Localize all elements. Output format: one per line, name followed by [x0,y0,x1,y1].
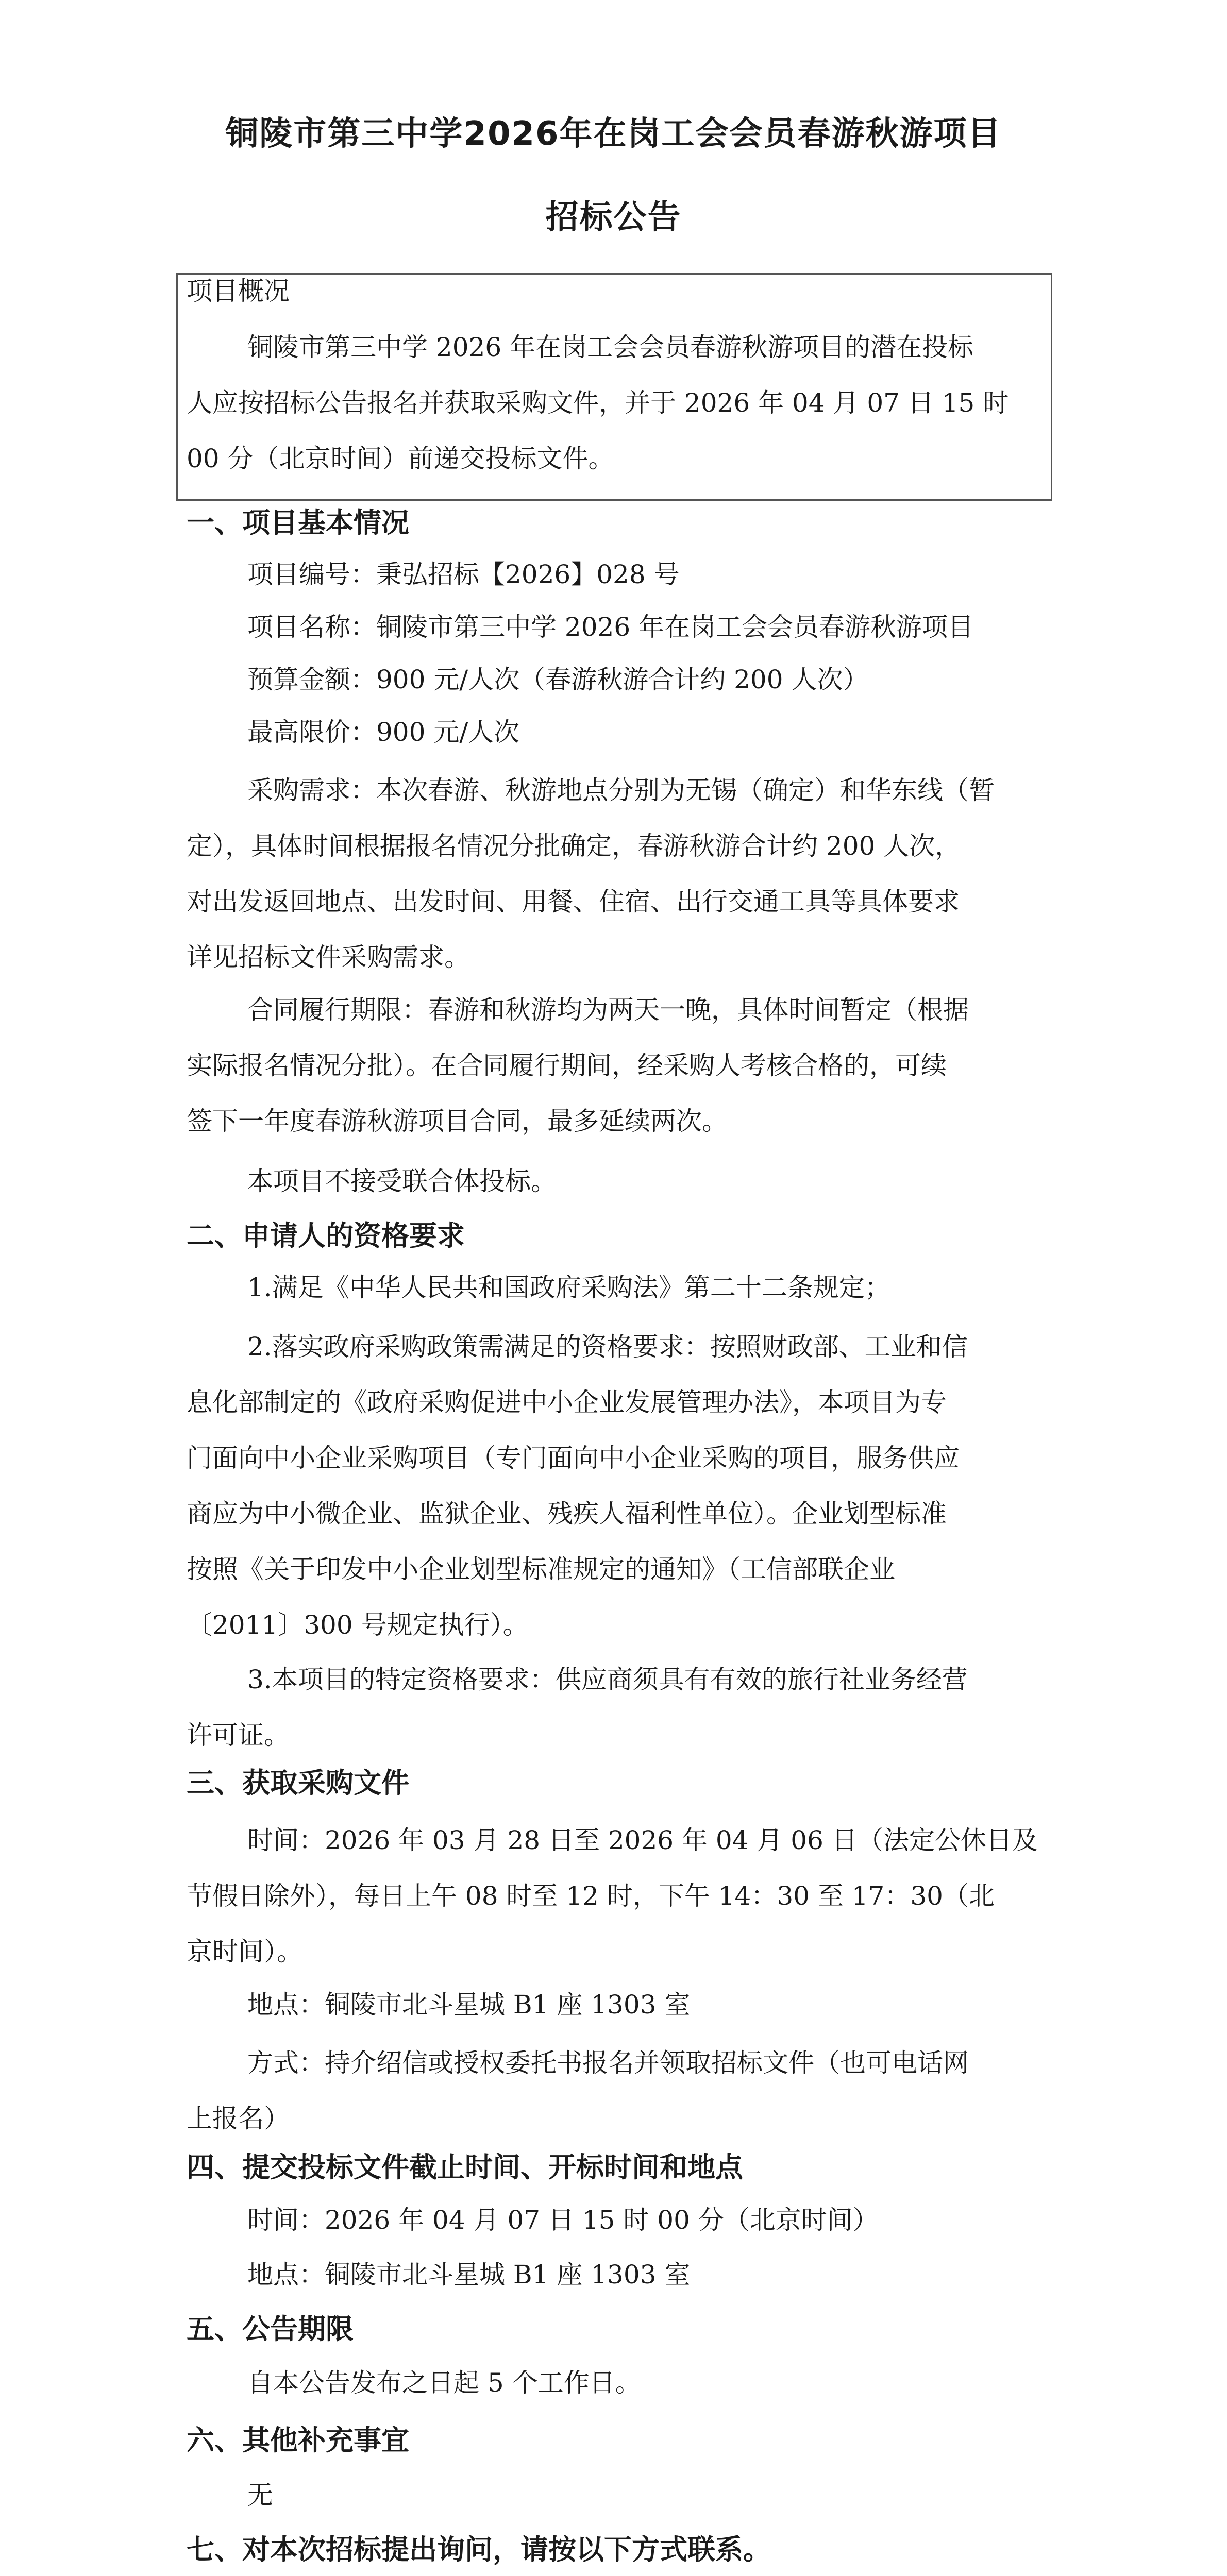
demand-line: 采购需求：本次春游、秋游地点分别为无锡（确定）和华东线（暂 [247,775,995,805]
max-price: 最高限价：900 元/人次 [247,717,520,747]
project-number: 项目编号：秉弘招标【2026】028 号 [247,560,680,589]
overview-line: 00 分（北京时间）前递交投标文件。 [187,444,614,473]
demand-line: 定），具体时间根据报名情况分批确定，春游秋游合计约 200 人次， [187,831,961,861]
qualification-line: 许可证。 [187,1720,290,1750]
obtain-time-line: 京时间）。 [187,1937,302,1967]
qualification-line: 息化部制定的《政府采购促进中小企业发展管理办法》，本项目为专 [187,1387,947,1417]
qualification-line: 商应为中小微企业、监狱企业、残疾人福利性单位）。企业划型标准 [187,1499,947,1529]
qualification-line: 〔2011〕300 号规定执行）。 [187,1610,529,1640]
qualification-line: 2.落实政府采购政策需满足的资格要求：按照财政部、工业和信 [247,1332,968,1362]
overview-text [187,319,1041,486]
procurement-demand [187,762,1042,985]
qualification-item-2 [187,1319,1042,1653]
section-heading-4: 四、提交投标文件截止时间、开标时间和地点 [187,2151,743,2183]
other-matters: 无 [247,2480,273,2510]
demand-line: 详见招标文件采购需求。 [187,942,470,972]
qualification-line: 门面向中小企业采购项目（专门面向中小企业采购的项目，服务供应 [187,1443,960,1473]
project-name: 项目名称：铜陵市第三中学 2026 年在岗工会会员春游秋游项目 [247,612,974,642]
demand-line: 对出发返回地点、出发时间、用餐、住宿、出行交通工具等具体要求 [187,887,960,917]
section-heading-2: 二、申请人的资格要求 [187,1219,465,1252]
section-heading-7: 七、对本次招标提出询问，请按以下方式联系。 [187,2533,771,2566]
contract-line: 签下一年度春游秋游项目合同，最多延续两次。 [187,1106,728,1136]
contract-line: 实际报名情况分批）。在合同履行期间，经采购人考核合格的，可续 [187,1050,947,1080]
qualification-line: 按照《关于印发中小企业划型标准规定的通知》（工信部联企业 [187,1554,895,1584]
deadline-time: 时间：2026 年 04 月 07 日 15 时 00 分（北京时间） [247,2205,879,2235]
section-heading-3: 三、获取采购文件 [187,1767,409,1799]
deadline-place: 地点：铜陵市北斗星城 B1 座 1303 室 [247,2260,691,2290]
budget-amount: 预算金额：900 元/人次（春游秋游合计约 200 人次） [247,665,869,694]
obtain-time-line: 节假日除外），每日上午 08 时至 12 时，下午 14：30 至 17：30（北 [187,1881,995,1911]
section-heading-6: 六、其他补充事宜 [187,2424,409,2456]
overview-line: 铜陵市第三中学 2026 年在岗工会会员春游秋游项目的潜在投标 [247,332,974,362]
overview-label: 项目概况 [187,276,290,306]
qualification-item-3 [187,1652,1042,1763]
qualification-item-1: 1.满足《中华人民共和国政府采购法》第二十二条规定； [247,1273,890,1302]
obtain-time-line: 时间：2026 年 03 月 28 日至 2026 年 04 月 06 日（法定公休日及 [247,1825,1038,1855]
obtain-place: 地点：铜陵市北斗星城 B1 座 1303 室 [247,1990,691,2020]
obtain-method-line: 方式：持介绍信或授权委托书报名并领取招标文件（也可电话网 [247,2048,969,2078]
contract-period [187,982,1042,1149]
contract-line: 合同履行期限：春游和秋游均为两天一晚，具体时间暂定（根据 [247,995,969,1025]
obtain-method-line: 上报名） [187,2104,290,2133]
notice-period: 自本公告发布之日起 5 个工作日。 [247,2368,641,2398]
page-subtitle: 招标公告 [545,198,682,236]
overview-line: 人应按招标公告报名并获取采购文件，并于 2026 年 04 月 07 日 15 时 [187,388,1009,418]
section-heading-5: 五、公告期限 [187,2313,354,2345]
obtain-method [187,2035,1042,2146]
consortium-note: 本项目不接受联合体投标。 [247,1166,557,1196]
page-title: 铜陵市第三中学2026年在岗工会会员春游秋游项目 [225,115,1002,153]
obtain-time [187,1812,1042,1979]
section-heading-1: 一、项目基本情况 [187,506,409,539]
qualification-line: 3.本项目的特定资格要求：供应商须具有有效的旅行社业务经营 [247,1665,968,1694]
